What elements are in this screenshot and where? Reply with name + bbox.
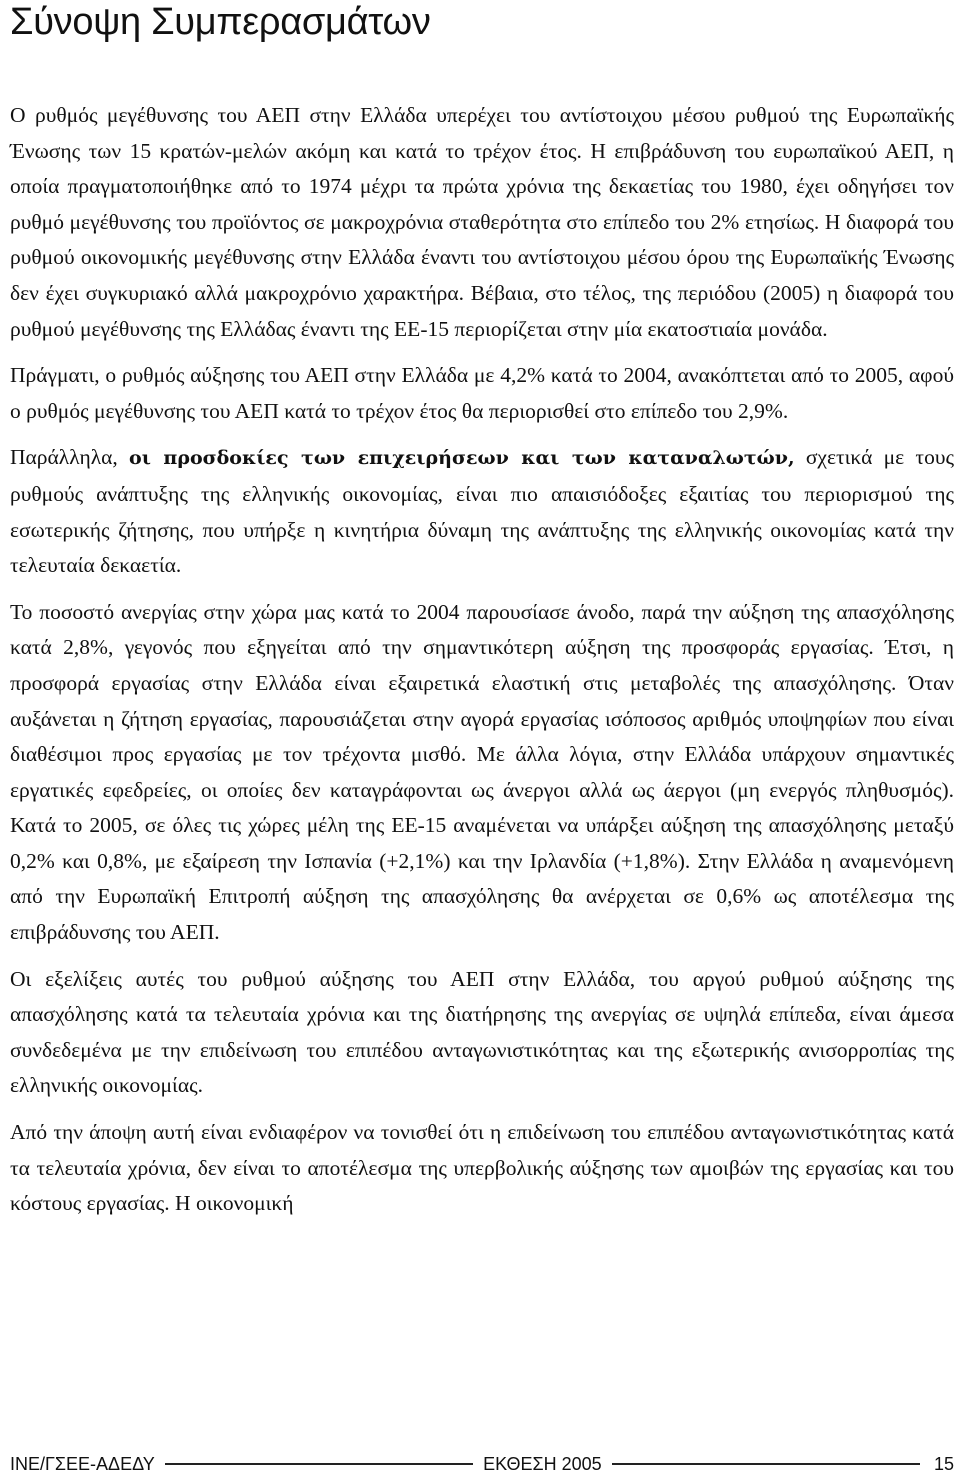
- text-run: Από την άποψη αυτή είναι ενδιαφέρον να τονισθεί ότι η επιδείνωση του επιπέδου ανταγωνιστικότητας κατά τα τελευταία χρόνια, δεν είναι το αποτέλεσμα της υπερβολικής αύξησης των αμοιβών της εργασίας και του κόστους εργασίας. Η οικονομική: [10, 1120, 954, 1216]
- text-run: Παράλληλα,: [10, 445, 130, 470]
- body-paragraph: [10, 440, 954, 583]
- page-title: Σύνοψη Συμπερασμάτων: [10, 1, 431, 43]
- text-run: Ο ρυθμός μεγέθυνσης του ΑΕΠ στην Ελλάδα υπερέχει του αντίστοιχου μέσου ρυθμού της Ευρωπαϊκής Ένωσης των 15 κρατών-μελών ακόμη και κατά το τρέχον έτος. Η επιβράδυνση του ευρωπαϊκού ΑΕΠ, η οποία πραγματοποιήθηκε από το 1974 μέχρι τα πρώτα χρόνια της δεκαετίας του 1980, έχει οδηγήσει τον ρυθμό μεγέθυνσης του προϊόντος σε μακροχρόνια σταθερότητα στο επίπεδο του 2% ετησίως. Η διαφορά του ρυθμού οικονομικής μεγέθυνσης στην Ελλάδα έναντι του αντίστοιχου μέσου όρου της Ευρωπαϊκής Ένωσης δεν έχει συγκυριακό αλλά μακροχρόνιο χαρακτήρα. Βέβαια, στο τέλος, της περιόδου (2005) η διαφορά του ρυθμού μεγέθυνσης της Ελλάδας έναντι της ΕΕ-15 περιορίζεται στην μία εκατοστιαία μονάδα.: [10, 103, 954, 341]
- footer-rule-left: [165, 1463, 473, 1465]
- body-paragraph: [10, 1115, 954, 1222]
- body-paragraph: [10, 98, 954, 347]
- text-run: Πράγματι, ο ρυθμός αύξησης του ΑΕΠ στην Ελλάδα με 4,2% κατά το 2004, ανακόπτεται από το 2005, αφού ο ρυθμός μεγέθυνσης του ΑΕΠ κατά το τρέχον έτος θα περιορισθεί στο επίπεδο του 2,9%.: [10, 363, 954, 423]
- text-run: Το ποσοστό ανεργίας στην χώρα μας κατά το 2004 παρουσίασε άνοδο, παρά την αύξηση της απασχόλησης κατά 2,8%, γεγονός που εξηγείται από την σημαντικότερη αύξηση της προσφοράς εργασίας. Έτσι, η προσφορά εργασίας στην Ελλάδα είναι εξαιρετικά ελαστική στις μεταβολές της απασχόλησης. Όταν αυξάνεται η ζήτηση εργασίας, παρουσιάζεται στην αγορά εργασίας ισόποσος αριθμός υποψηφίων που είναι διαθέσιμοι προς εργασίας με τον τρέχοντα μισθό. Με άλλα λόγια, στην Ελλάδα υπάρχουν σημαντικές εργατικές εφεδρείες, οι οποίες δεν καταγράφονται ως άνεργοι αλλά ως άεργοι (μη ενεργός πληθυσμός). Κατά το 2005, σε όλες τις χώρες μέλη της ΕΕ-15 αναμένεται να υπάρξει αύξηση της απασχόλησης μεταξύ 0,2% και 0,8%, με εξαίρεση την Ισπανία (+2,1%) και την Ιρλανδία (+1,8%). Στην Ελλάδα η αναμενόμενη από την Ευρωπαϊκή Επιτροπή αύξηση της απασχόλησης θα ανέρχεται σε 0,6% ως αποτέλεσμα της επιβράδυνσης του ΑΕΠ.: [10, 599, 954, 945]
- body-paragraph: [10, 358, 954, 429]
- footer-publisher: ΙΝΕ/ΓΣΕΕ-ΑΔΕΔΥ: [10, 1453, 155, 1474]
- text-run: Οι εξελίξεις αυτές του ρυθμού αύξησης του ΑΕΠ στην Ελλάδα, του αργού ρυθμού αύξησης της απασχόλησης κατά τα τελευταία χρόνια και της διατήρησης της ανεργίας σε υψηλά επίπεδα, είναι άμεσα συνδεδεμένα με την επιδείνωση του επιπέδου ανταγωνιστικότητας και της εξωτερικής ανισορροπίας της ελληνικής οικονομίας.: [10, 966, 954, 1098]
- body-paragraph: [10, 962, 954, 1104]
- body-paragraph: [10, 595, 954, 951]
- text-run: σχετικά με τους ρυθμούς ανάπτυξης της ελληνικής οικονομίας, είναι πιο απαισιόδοξες εξαιτίας του περιορισμού της εσωτερικής ζήτησης, που υπήρξε η κινητήρια δύναμη της ανάπτυξης της ελληνικής οικονομίας κατά την τελευταία δεκαετία.: [10, 445, 954, 578]
- footer-rule-right: [612, 1463, 920, 1465]
- footer-page-number: 15: [933, 1453, 954, 1474]
- document-body: [10, 98, 954, 1222]
- page-footer: [10, 1452, 954, 1476]
- footer-report-title: ΕΚΘΕΣΗ 2005: [483, 1453, 602, 1474]
- bold-phrase: οι προσδοκίες των επιχειρήσεων και των καταναλωτών,: [129, 447, 795, 470]
